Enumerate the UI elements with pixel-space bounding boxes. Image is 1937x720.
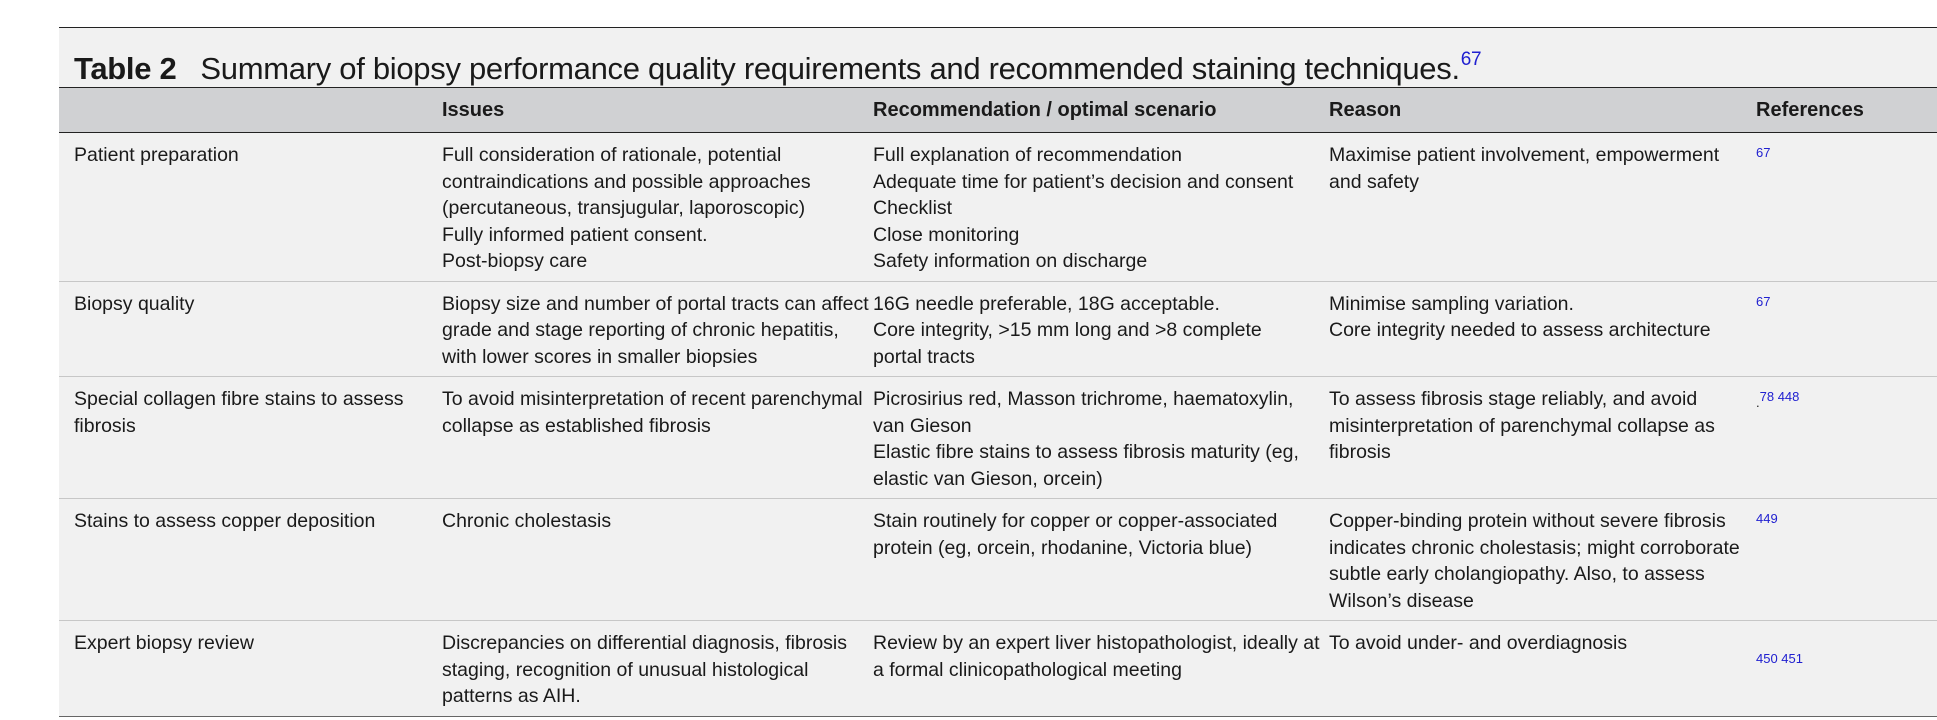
cell-line: Safety information on discharge <box>873 250 1148 272</box>
cell-line: Biopsy size and number of portal tracts can affect <box>442 292 869 315</box>
cell-line: and safety <box>1329 170 1419 193</box>
recommendation-cell <box>858 377 1314 499</box>
recommendation-cell <box>858 133 1314 282</box>
cell-line: Minimise sampling variation. <box>1329 292 1574 315</box>
table-row <box>59 377 1937 499</box>
cell-line: Patient preparation <box>74 144 239 166</box>
recommendation-cell <box>858 499 1314 621</box>
references-cell <box>1741 281 1937 377</box>
table-title: Summary of biopsy performance quality requirements and recommended staining techniques. <box>200 51 1460 86</box>
cell-line: Adequate time for patient’s decision and consent <box>873 170 1294 193</box>
cell-line: contraindications and possible approaches <box>442 170 811 193</box>
table-label: Table 2 <box>74 51 177 86</box>
cell-line: protein (eg, orcein, rhodanine, Victoria blue) <box>873 536 1253 559</box>
issues-cell <box>427 499 858 621</box>
reason-cell <box>1314 133 1741 282</box>
cell-line: Chronic cholestasis <box>442 510 612 532</box>
cell-line: Checklist <box>873 197 953 219</box>
table-row <box>59 133 1937 282</box>
topic-cell <box>59 377 427 499</box>
cell-line: Review by an expert liver histopathologist, ideally at <box>873 632 1320 654</box>
cell-line: To avoid misinterpretation of recent parenchymal <box>442 388 863 410</box>
cell-line: Full explanation of recommendation <box>873 144 1182 166</box>
reference-link[interactable]: 449 <box>1756 511 1778 526</box>
header-reason: Reason <box>1329 98 1402 121</box>
cell-line: indicates chronic cholestasis; might corroborate <box>1329 536 1740 559</box>
reference-link[interactable]: 78 448 <box>1759 389 1800 404</box>
reason-cell <box>1314 621 1741 717</box>
cell-line: subtle early cholangiopathy. Also, to assess <box>1329 563 1705 585</box>
reason-cell <box>1314 377 1741 499</box>
topic-cell <box>59 499 427 621</box>
cell-line: Biopsy quality <box>74 292 195 315</box>
data-table <box>59 87 1937 717</box>
references-cell <box>1741 499 1937 621</box>
cell-line: Core integrity needed to assess architecture <box>1329 319 1711 341</box>
issues-cell <box>427 621 858 717</box>
cell-line: 16G needle preferable, 18G acceptable. <box>873 292 1220 315</box>
cell-line: Wilson’s disease <box>1329 589 1474 612</box>
cell-line: To avoid under- and overdiagnosis <box>1329 632 1628 654</box>
table-row <box>59 499 1937 621</box>
cell-line: Core integrity, >15 mm long and >8 complete <box>873 319 1262 341</box>
cell-line: elastic van Gieson, orcein) <box>873 467 1103 490</box>
cell-line: misinterpretation of parenchymal collapse as <box>1329 414 1715 437</box>
topic-cell <box>59 133 427 282</box>
cell-line: (percutaneous, transjugular, laporoscopic) <box>442 197 806 219</box>
topic-cell <box>59 621 427 717</box>
cell-line: with lower scores in smaller biopsies <box>442 345 758 368</box>
reference-link[interactable]: 67 <box>1756 145 1771 160</box>
cell-line: van Gieson <box>873 414 972 437</box>
cell-line: Expert biopsy review <box>74 632 254 654</box>
cell-line: collapse as established fibrosis <box>442 414 711 437</box>
cell-line: Special collagen fibre stains to assess <box>74 388 404 410</box>
header-recommendation: Recommendation / optimal scenario <box>873 98 1217 121</box>
cell-line: fibrosis <box>1329 441 1391 463</box>
cell-line: Post-biopsy care <box>442 250 588 272</box>
reason-cell <box>1314 281 1741 377</box>
references-cell <box>1741 377 1937 499</box>
header-references: References <box>1756 98 1864 121</box>
cell-line: grade and stage reporting of chronic hepatitis, <box>442 319 839 341</box>
cell-line: Discrepancies on differential diagnosis, fibrosis <box>442 632 848 654</box>
table-row <box>59 621 1937 717</box>
cell-line: Close monitoring <box>873 223 1020 246</box>
cell-line: Maximise patient involvement, empowerment <box>1329 144 1720 166</box>
reference-link[interactable]: 67 <box>1756 293 1771 309</box>
reference-prefix: . <box>1756 395 1760 410</box>
cell-line: portal tracts <box>873 345 975 368</box>
issues-cell <box>427 133 858 282</box>
references-cell <box>1741 621 1937 717</box>
cell-line: Fully informed patient consent. <box>442 223 708 246</box>
header-row <box>59 88 1937 133</box>
reason-cell <box>1314 499 1741 621</box>
table-caption <box>59 28 1937 87</box>
cell-line: Copper-binding protein without severe fibrosis <box>1329 510 1726 532</box>
topic-cell <box>59 281 427 377</box>
issues-cell <box>427 377 863 499</box>
references-cell <box>1741 133 1937 282</box>
table-row <box>59 281 1937 377</box>
summary-table <box>59 27 1937 717</box>
recommendation-cell <box>858 621 1320 717</box>
recommendation-cell <box>858 281 1314 377</box>
cell-line: a formal clinicopathological meeting <box>873 658 1182 681</box>
reference-link[interactable]: 450 451 <box>1756 651 1803 666</box>
cell-line: Stain routinely for copper or copper-associated <box>873 510 1278 532</box>
caption-reference-link[interactable]: 67 <box>1460 49 1482 70</box>
header-topic <box>59 88 427 133</box>
header-issues: Issues <box>442 98 505 121</box>
cell-line: fibrosis <box>74 414 136 437</box>
cell-line: To assess fibrosis stage reliably, and avoid <box>1329 388 1698 410</box>
cell-line: staging, recognition of unusual histological <box>442 658 809 681</box>
cell-line: patterns as AIH. <box>442 685 581 707</box>
cell-line: Elastic fibre stains to assess fibrosis maturity (eg, <box>873 441 1299 463</box>
cell-line: Full consideration of rationale, potential <box>442 144 782 166</box>
issues-cell <box>427 281 869 377</box>
cell-line: Picrosirius red, Masson trichrome, haematoxylin, <box>873 388 1294 410</box>
cell-line: Stains to assess copper deposition <box>74 510 376 532</box>
